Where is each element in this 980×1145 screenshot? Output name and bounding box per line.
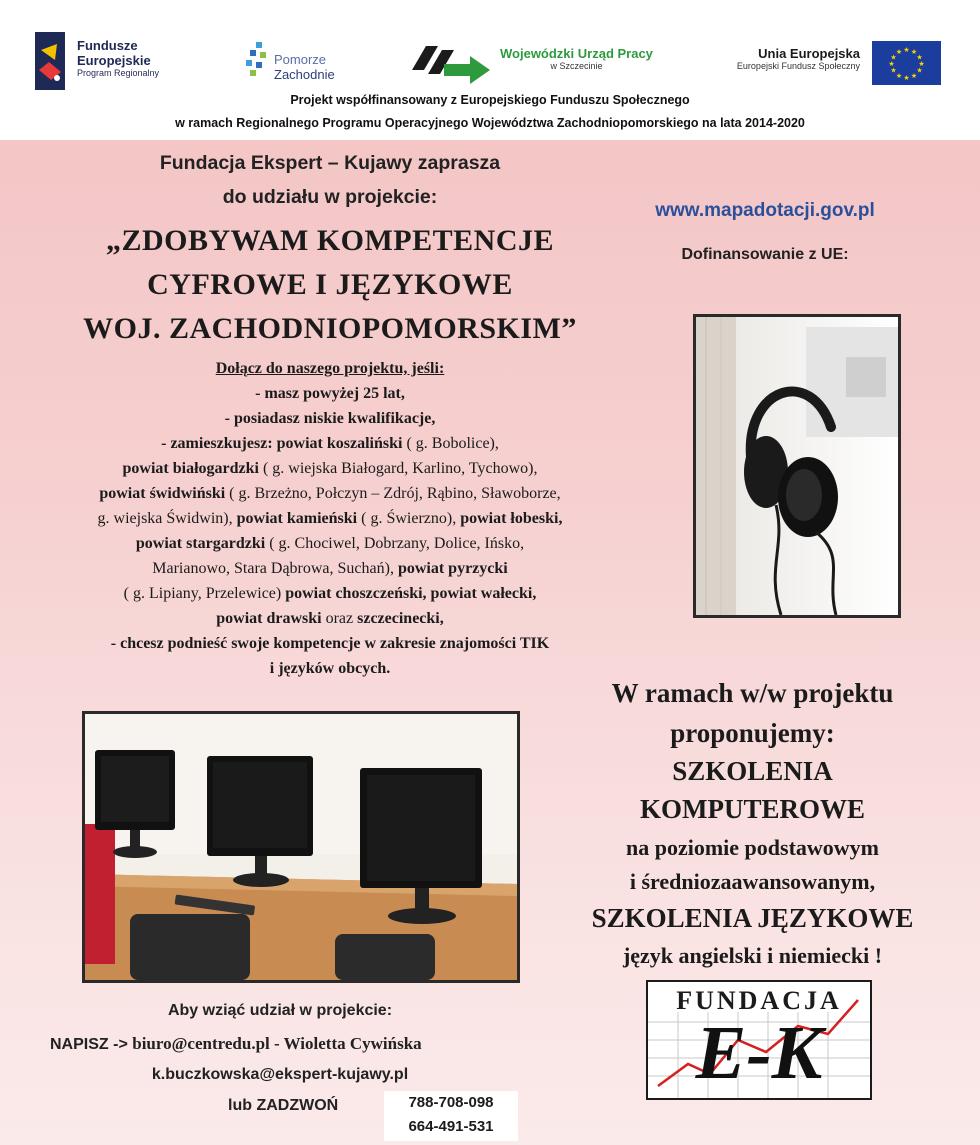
- kamien-gminy: ( g. Świerzno),: [357, 510, 461, 527]
- offer-line5: na poziomie podstawowym: [625, 835, 879, 860]
- criteria-age-text: - masz powyżej 25 lat,: [255, 385, 405, 402]
- powiat-stargardzki: powiat stargardzki: [135, 535, 266, 552]
- wup-line1: Wojewódzki Urząd Pracy: [500, 46, 653, 61]
- wup-arrow-icon: [408, 40, 492, 84]
- powiat-choszczenski-walecki: powiat choszczeński, powiat wałecki,: [285, 585, 537, 602]
- powiat-koszalinski: powiat koszaliński: [276, 435, 403, 452]
- svg-text:★: ★: [895, 72, 903, 80]
- zadzwon-label: lub ZADZWOŃ: [228, 1097, 339, 1114]
- pomorze-zachodnie-logo: [238, 34, 358, 94]
- svg-text:★: ★: [903, 46, 910, 54]
- phone-1[interactable]: 788-708-098: [408, 1094, 494, 1111]
- napisz-label: NAPISZ ->: [50, 1036, 133, 1053]
- project-title-line1: „ZDOBYWAM KOMPETENCJE: [105, 224, 555, 257]
- powiat-szczecinecki: szczecinecki,: [357, 610, 444, 627]
- criteria-qual-text: - posiadasz niskie kwalifikacje,: [224, 410, 436, 427]
- svg-text:★: ★: [890, 53, 897, 62]
- offer-line7: SZKOLENIA JĘZYKOWE: [591, 903, 914, 933]
- powiat-drawski: powiat drawski: [216, 610, 322, 627]
- powiat-lobeski: powiat łobeski,: [460, 510, 563, 527]
- criteria-block: [20, 356, 640, 681]
- fundusze-europejskie-logo: [35, 32, 195, 92]
- offer-line1: W ramach w/w projektu: [611, 678, 894, 708]
- svg-text:★: ★: [903, 74, 910, 82]
- svg-text:★: ★: [888, 60, 895, 68]
- criteria-lang: [20, 656, 640, 681]
- eu-flag-icon: [872, 41, 941, 85]
- pz-line2: Zachodnie: [274, 67, 335, 82]
- project-title-line2: CYFROWE I JĘZYKOWE: [147, 268, 513, 301]
- ue-line1: Unia Europejska: [758, 46, 860, 61]
- pomorze-zachodnie-text: [274, 52, 335, 82]
- ue-line2: Europejski Fundusz Społeczny: [736, 61, 860, 71]
- headphones-photo: [693, 314, 901, 618]
- residence-prefix: - zamieszkujesz:: [161, 435, 277, 452]
- stargard-gminy: ( g. Chociwel, Dobrzany, Dolice, Ińsko,: [265, 535, 525, 552]
- fundusze-europejskie-text: [77, 38, 159, 78]
- powiat-bialogardzki: powiat białogardzki: [122, 460, 259, 477]
- criteria-kamien: [20, 506, 640, 531]
- unia-europejska-logo: [710, 38, 950, 88]
- computer-lab-photo: [82, 711, 520, 983]
- offer-line6: i średniozaawansowanym,: [629, 869, 876, 894]
- intro-line1: Fundacja Ekspert – Kujawy zaprasza: [159, 152, 501, 174]
- criteria-swidwin: [20, 481, 640, 506]
- oraz-text: oraz: [321, 610, 358, 627]
- criteria-stargard: [20, 531, 640, 556]
- fundacja-logo-top: FUNDACJA: [676, 986, 842, 1015]
- stargard-gminy-2: Marianowo, Stara Dąbrowa, Suchań),: [152, 560, 398, 577]
- fundusze-europejskie-mark-icon: [35, 32, 65, 90]
- pomorze-zachodnie-mark-icon: [242, 40, 272, 84]
- dofinansowanie-label: Dofinansowanie z UE:: [681, 246, 849, 263]
- svg-text:★: ★: [895, 48, 903, 56]
- intro-line2: do udziału w projekcie:: [222, 186, 438, 208]
- swidwin-gminy-2: g. wiejska Świdwin),: [97, 510, 237, 527]
- criteria-tik: [20, 631, 640, 656]
- svg-text:★: ★: [916, 53, 923, 62]
- svg-text:★: ★: [890, 66, 897, 75]
- powiat-swidwinski: powiat świdwiński: [99, 485, 226, 502]
- cofinancing-line1: Projekt współfinansowany z Europejskiego Funduszu Społecznego: [290, 93, 690, 107]
- fundacja-ek-logo: [646, 980, 872, 1100]
- fe-line1: Fundusze: [77, 38, 138, 53]
- criteria-lang-text: i języków obcych.: [269, 660, 391, 677]
- wup-line2: w Szczecinie: [550, 61, 603, 71]
- criteria-qualifications: [20, 406, 640, 431]
- headphones-image: [696, 317, 898, 615]
- pz-line1: Pomorze: [274, 52, 327, 67]
- criteria-residence: [20, 431, 640, 456]
- svg-text:★: ★: [918, 60, 925, 68]
- swidwin-gminy: ( g. Brzeżno, Połczyn – Zdrój, Rąbino, Sławoborze,: [225, 485, 561, 502]
- wup-logo: [408, 38, 668, 88]
- computer-lab-image: [85, 714, 517, 980]
- criteria-choszczno: [20, 581, 640, 606]
- fundacja-logo-main: E-K: [695, 1011, 823, 1095]
- offer-line3: SZKOLENIA: [672, 756, 833, 786]
- fe-line3: Program Regionalny: [77, 68, 160, 78]
- contact-line2: [50, 1034, 520, 1054]
- contact-line1: Aby wziąć udział w projekcie:: [167, 1002, 393, 1019]
- cofinancing-line2: w ramach Regionalnego Programu Operacyjnego Województwa Zachodniopomorskiego na lata 2014-2020: [175, 116, 805, 130]
- mapadotacji-link[interactable]: www.mapadotacji.gov.pl: [655, 200, 875, 221]
- svg-text:★: ★: [916, 66, 923, 75]
- criteria-drawsko: [20, 606, 640, 631]
- offer-line8: język angielski i niemiecki !: [622, 943, 883, 968]
- fe-line2: Europejskie: [77, 53, 151, 68]
- phone-2[interactable]: 664-491-531: [408, 1118, 494, 1135]
- ue-text: [710, 46, 860, 71]
- powiat-kamienski: powiat kamieński: [236, 510, 358, 527]
- koszalin-gminy: ( g. Bobolice),: [402, 435, 499, 452]
- criteria-tik-text: - chcesz podnieść swoje kompetencje w zakresie znajomości TIK: [110, 635, 550, 652]
- sponsor-header: [0, 0, 980, 140]
- svg-text:★: ★: [910, 48, 918, 56]
- powiat-pyrzycki: powiat pyrzycki: [397, 560, 508, 577]
- project-title-line3: WOJ. ZACHODNIOPOMORSKIM”: [83, 312, 577, 345]
- phone-box: [384, 1091, 518, 1141]
- svg-text:★: ★: [910, 72, 918, 80]
- offer-line4: KOMPUTEROWE: [639, 794, 865, 824]
- offer-line2: proponujemy:: [670, 718, 835, 748]
- pyrzyce-gminy: ( g. Lipiany, Przelewice): [123, 585, 286, 602]
- criteria-bialogard: [20, 456, 640, 481]
- bialogard-gminy: ( g. wiejska Białogard, Karlino, Tychowo),: [258, 460, 538, 477]
- criteria-heading: Dołącz do naszego projektu, jeśli:: [215, 360, 445, 377]
- email-biuro-link[interactable]: biuro@centredu.pl - Wioletta Cywińska: [132, 1034, 422, 1053]
- criteria-pyrzyce: [20, 556, 640, 581]
- wup-text: [500, 46, 653, 71]
- criteria-age: [20, 381, 640, 406]
- email-kbuczkowska-link[interactable]: k.buczkowska@ekspert-kujawy.pl: [151, 1066, 409, 1083]
